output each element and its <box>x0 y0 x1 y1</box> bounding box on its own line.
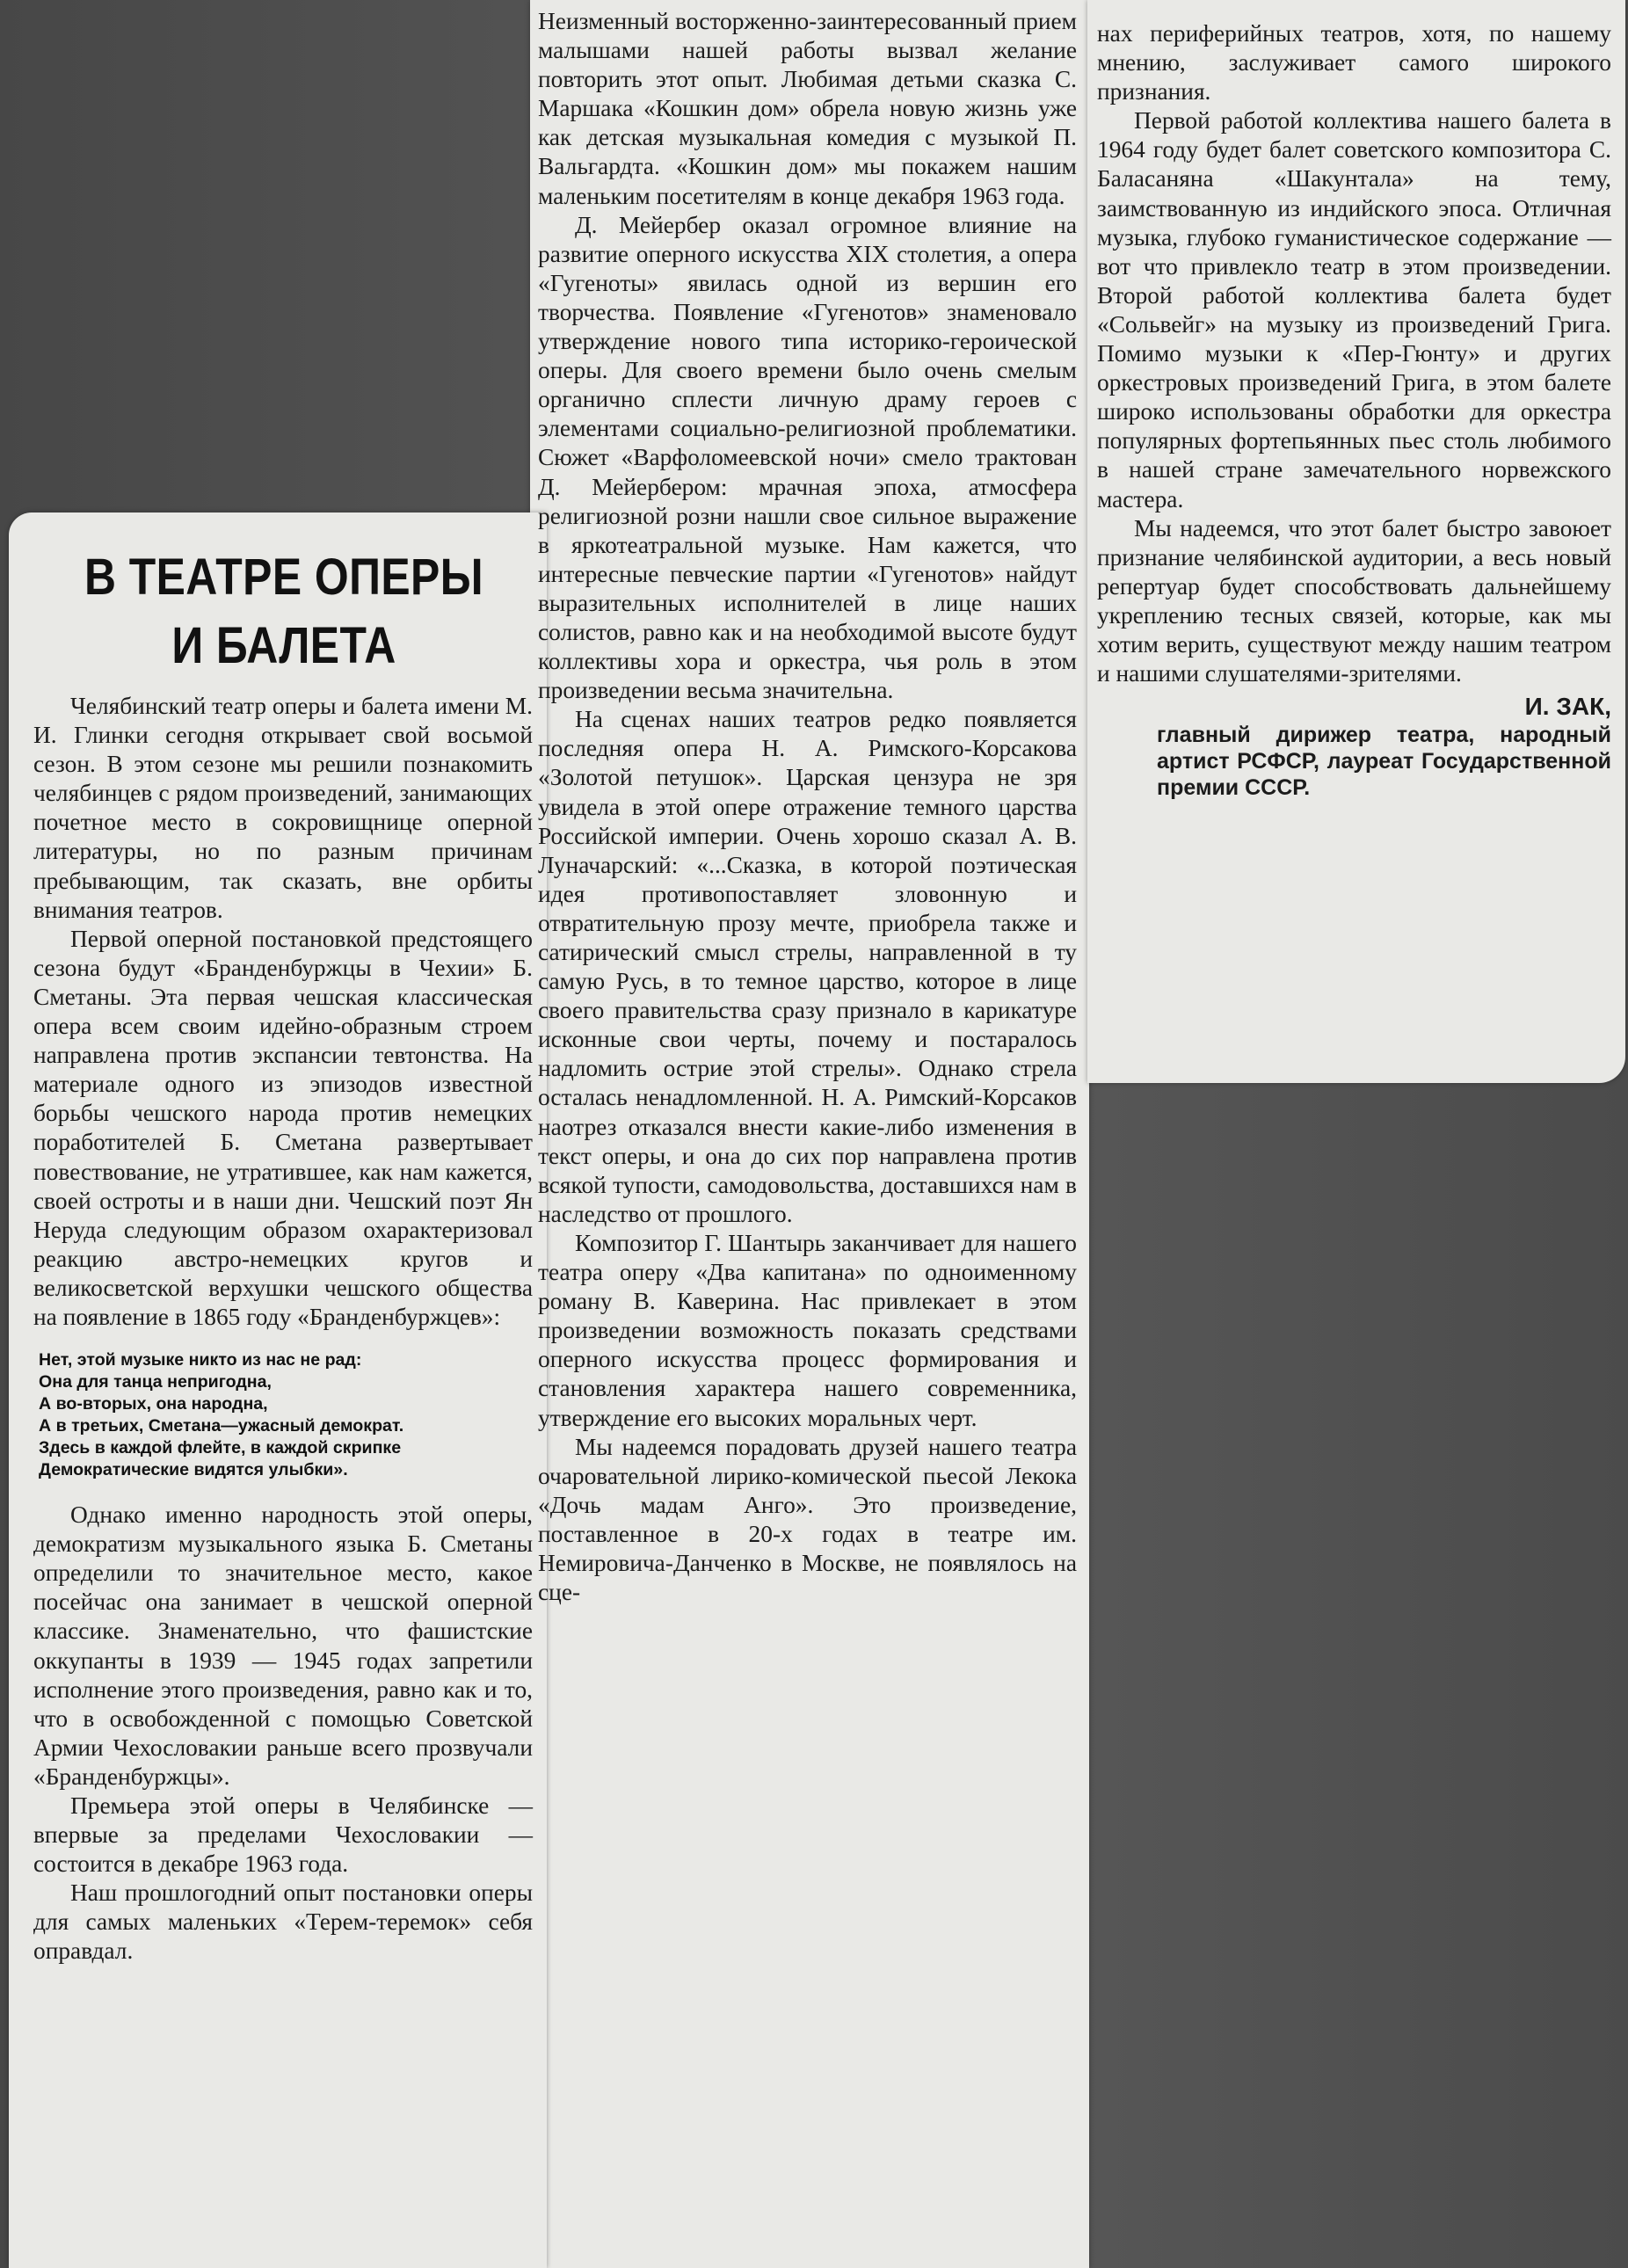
poem-quote <box>39 1349 533 1481</box>
paragraph: Мы надеемся, что этот балет быстро завоюет признание челябинской аудитории, а весь новый репертуар будет способствовать дальнейшему укреплению тесных связей, которые, как мы хотим верить, существуют между нашим театром и нашими слушателями-зрителями. <box>1097 514 1611 687</box>
headline-line-2: И БАЛЕТА <box>171 617 396 674</box>
paragraph: Д. Мейербер оказал огромное влияние на развитие оперного искусства XIX столетия, а опера «Гугеноты» явилась одной из вершин его творчества. Появление «Гугенотов» знаменовало утверждение нового типа историко-героической оперы. Для своего времени было очень смелым органично сплести личную драму героев с элементами социально-религиозной проблематики. Сюжет «Варфоломеевской ночи» смело трактован Д. Мейербером: мрачная эпоха, атмосфера религиозной розни нашли свое сильное выражение в яркотеатральной музыке. Нам кажется, что интересные певческие партии «Гугенотов» найдут выразительных исполнителей в лице наших солистов, равно как и на необходимой высоте будут коллективы хора и оркестра, чья роль в этом произведении весьма значительна. <box>538 211 1077 704</box>
poem-line: А во-вторых, она народна, <box>39 1394 268 1414</box>
middle-column <box>538 7 1077 1607</box>
paragraph: Первой работой коллектива нашего балета в 1964 году будет балет советского композитора С. Баласаняна «Шакунтала» на тему, заимствованную из индийского эпоса. Отличная музыка, глубоко гуманистическое содержание — вот что привлекло театр в этом произведении. Второй работой коллектива балета будет «Сольвейг» на музыку из произведений Грига. Помимо музыки к «Пер-Гюнту» и других оркестровых произведений Грига, в этом балете широко использованы обработки для оркестра популярных фортепьянных пьес столь любимого в нашей стране замечательного норвежского мастера. <box>1097 107 1611 512</box>
paragraph: На сценах наших театров редко появляется последняя опера Н. А. Римского-Корсакова «Золотой петушок». Царская цензура не зря увидела в этой опере отражение темного царства Российской империи. Очень хорошо сказал А. В. Луначарский: «...Сказка, в которой поэтическая идея противопоставляет зловонную и отвратительную прозу мечте, приобрела также и сатирический смысл стрелы, направленной в ту самую Русь, в то темное царство, которое в лице своего правительства сразу признало в карикатуре исконные свои черты, почему и постаралось надломить острие этой стрелы». Однако стрела осталась ненадломленной. Н. А. Римский-Корсаков наотрез отказался внести какие-либо изменения в текст оперы, и она до сих пор направлена против всякой тупости, самодовольства, доставшихся нам в наследство от прошлого. <box>538 706 1077 1227</box>
left-column <box>33 692 533 1966</box>
paragraph: Композитор Г. Шантырь заканчивает для нашего театра оперу «Два капитана» по одноименному роману В. Каверина. Нас привлекает в этом произведении возможность показать средствами оперного искусства процесс формирования и становления характера нашего современника, утверждение его высоких моральных черт. <box>538 1229 1077 1431</box>
poem-line: Она для танца непригодна, <box>39 1372 272 1392</box>
poem-line: Здесь в каждой флейте, в каждой скрипке <box>39 1438 402 1458</box>
author-title: главный дирижер театра, народный артист РСФСР, лауреат Государственной премии СССР. <box>1157 723 1611 801</box>
poem-line: А в третьих, Сметана—ужасный демократ. <box>39 1416 404 1436</box>
paragraph: Мы надеемся порадовать друзей нашего театра очаровательной лирико-комической пьесой Лекока «Дочь мадам Анго». Это произведение, поставленное в 20-х годах в театре им. Немировича-Данченко в Москве, не появлялось на сце- <box>538 1433 1077 1606</box>
paragraph: Премьера этой оперы в Челябинске — впервые за пределами Чехословакии — состоится в декабре 1963 года. <box>33 1792 533 1878</box>
paragraph: нах периферийных театров, хотя, по нашему мнению, заслуживает самого широкого признания. <box>1097 20 1611 105</box>
right-column <box>1097 19 1611 801</box>
paragraph: Однако именно народность этой оперы, демократизм музыкального языка Б. Сметаны определили то значительное место, какое посейчас она занимает в чешской оперной классике. Знаменательно, что фашистские оккупанты в 1939 — 1945 годах запретили исполнение этого произведения, равно как и то, что в освобожденной с помощью Советской Армии Чехословакии раньше всего прозвучали «Бранденбуржцы». <box>33 1501 533 1790</box>
poem-line: Нет, этой музыке никто из нас не рад: <box>39 1350 362 1370</box>
paragraph: Челябинский театр оперы и балета имени М. И. Глинки сегодня открывает свой восьмой сезон. В этом сезоне мы решили познакомить челябинцев с рядом произведений, занимающих почетное место в сокровищнице оперной литературы, но по разным причинам пребывающим, так сказать, вне орбиты внимания театров. <box>33 693 533 923</box>
headline-line-1: В ТЕАТРЕ ОПЕРЫ <box>84 549 484 606</box>
paragraph: Наш прошлогодний опыт постановки оперы для самых маленьких «Терем-теремок» себя оправдал. <box>33 1879 533 1965</box>
paragraph: Первой оперной постановкой предстоящего сезона будут «Бранденбуржцы в Чехии» Б. Сметаны. Эта первая чешская классическая опера всем своим идейно-образным строем направлена против экспансии тевтонства. На материале одного из эпизодов известной борьбы чешского народа против немецких поработителей Б. Сметана развертывает повествование, не утратившее, как нам кажется, своей остроты и в наши дни. Чешский поэт Ян Неруда следующим образом охарактеризовал реакцию австро-немецких кругов и великосветской верхушки чешского общества на появление в 1865 году «Бранденбуржцев»: <box>33 925 533 1330</box>
poem-line: Демократические видятся улыбки». <box>39 1460 348 1480</box>
paragraph: Неизменный восторженно-заинтересованный прием малышами нашей работы вызвал желание повторить этот опыт. Любимая детьми сказка С. Маршака «Кошкин дом» обрела новую жизнь уже как детская музыкальная комедия с музыкой П. Вальгардта. «Кошкин дом» мы покажем нашим маленьким посетителям в конце декабря 1963 года. <box>538 8 1077 209</box>
author-signature: И. ЗАК, <box>1524 693 1611 721</box>
article-headline <box>70 543 498 680</box>
